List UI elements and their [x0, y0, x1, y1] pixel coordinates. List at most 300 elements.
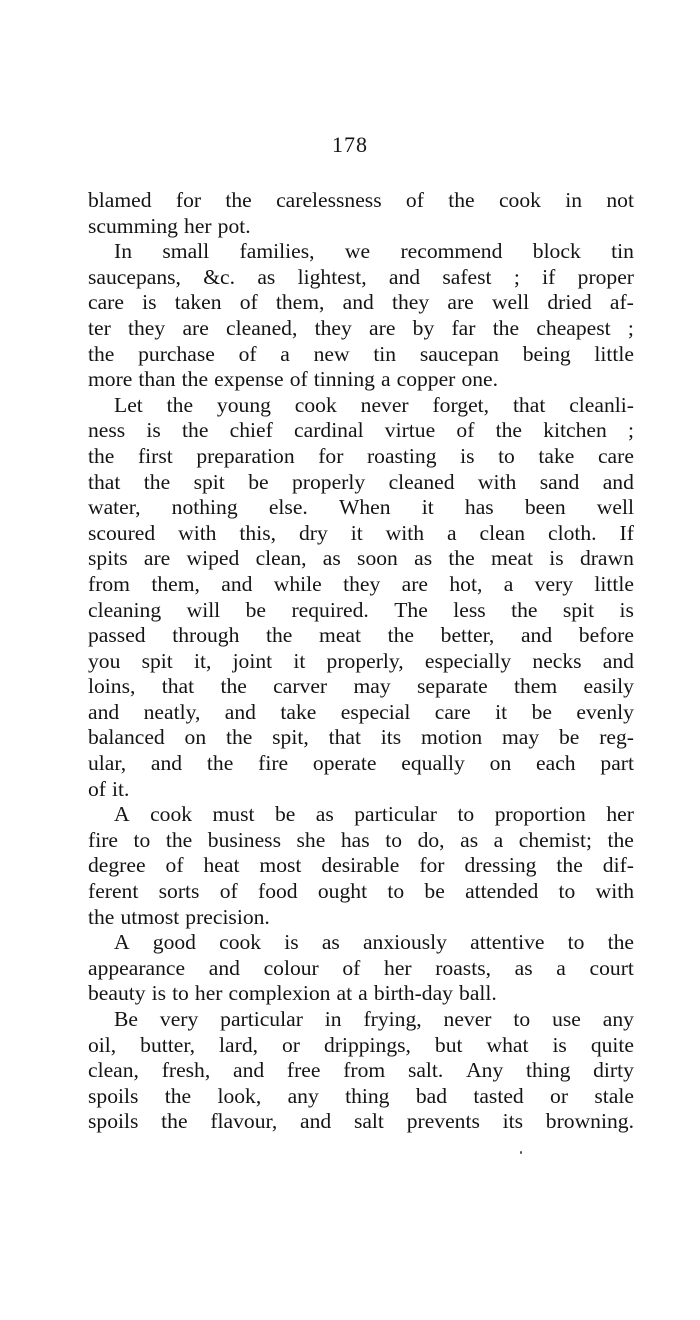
word: ball. [459, 981, 497, 1006]
word: ferent [88, 879, 139, 904]
text-line [88, 342, 634, 368]
text-line [88, 956, 634, 982]
word: each [536, 751, 576, 776]
word: cleanli- [569, 392, 634, 417]
word: the [165, 827, 193, 852]
word: thing [345, 1083, 390, 1108]
word: cook [294, 392, 337, 417]
word: recommend [400, 239, 503, 264]
word: are [369, 315, 396, 340]
word: has [340, 827, 370, 852]
word: of [456, 418, 475, 443]
word: scoured [88, 520, 156, 545]
word: spit, [272, 725, 309, 750]
word: complexion [228, 981, 331, 1006]
word: has [464, 495, 494, 520]
word: look, [217, 1083, 262, 1108]
word: quite [590, 1032, 634, 1057]
word: to [387, 879, 405, 904]
word: the [225, 725, 253, 750]
word: spit [562, 597, 595, 622]
word: especial [340, 699, 411, 724]
word: young [216, 392, 271, 417]
word: loins, [88, 674, 136, 699]
word: or [550, 1083, 569, 1108]
word: hot, [449, 571, 483, 596]
word: we [344, 239, 371, 264]
text-line [88, 418, 634, 444]
word: for [419, 853, 445, 878]
word: little [594, 571, 634, 596]
word: particular [220, 1007, 303, 1031]
text-line [88, 1058, 634, 1084]
word: and [342, 290, 374, 315]
text-line [88, 521, 634, 547]
word: she [296, 827, 326, 852]
word: are [401, 571, 429, 596]
word: colour [263, 955, 319, 980]
word: motion [421, 725, 483, 750]
word: fresh, [161, 1058, 211, 1083]
word: clean, [255, 546, 307, 571]
text-line [88, 853, 634, 879]
word: and [221, 571, 253, 596]
word: may [353, 674, 391, 699]
word: necks [532, 648, 582, 673]
word: block [532, 239, 581, 264]
word: spoils [88, 1083, 139, 1108]
word: the [448, 546, 475, 571]
word: dressing [464, 853, 537, 878]
text-line [88, 623, 634, 649]
word: roasts, [435, 955, 492, 980]
word: her [194, 981, 223, 1006]
word: to [567, 930, 585, 955]
word: are [143, 546, 171, 571]
word: court [589, 955, 634, 980]
word: clean [479, 520, 526, 545]
text-line [88, 546, 634, 572]
text-line [88, 649, 634, 675]
word: ; [513, 264, 520, 289]
word: from [343, 1058, 386, 1083]
word: it [293, 648, 306, 673]
word: saucepans, [88, 264, 181, 289]
word: butter, [140, 1032, 196, 1057]
word: cloth. [548, 520, 597, 545]
word: the [495, 418, 522, 443]
word: cheapest [536, 315, 611, 340]
word: salt. [407, 1058, 444, 1083]
word: When [338, 495, 391, 520]
word: joint [232, 648, 273, 673]
word: Be [114, 1007, 138, 1031]
word: before [578, 623, 634, 648]
word: in [565, 188, 583, 212]
word: be [424, 879, 445, 904]
word: business [207, 827, 281, 852]
word: and [233, 1058, 265, 1083]
word: the [266, 623, 293, 648]
word: pot. [217, 213, 251, 238]
text-line [88, 188, 634, 214]
word: salt [353, 1109, 384, 1134]
word: ; [627, 315, 634, 340]
word: do, [417, 827, 445, 852]
word: the [220, 674, 247, 699]
word: If [619, 520, 634, 545]
word: far [451, 315, 476, 340]
word: and [224, 699, 256, 724]
word: oil, [88, 1032, 117, 1057]
word: tasted [473, 1083, 524, 1108]
word: may [502, 725, 540, 750]
word: spit [193, 469, 225, 494]
word: less [453, 597, 486, 622]
word: spit [141, 648, 173, 673]
word: frying, [363, 1007, 422, 1031]
word: of [289, 367, 308, 392]
print-speck [520, 1151, 522, 1154]
word: meat [319, 623, 361, 648]
text-line [88, 495, 634, 521]
word: dried [547, 290, 592, 315]
word: precision. [185, 904, 270, 929]
word: by [412, 315, 435, 340]
word: her [606, 802, 634, 827]
word: a [380, 367, 391, 392]
word: proportion [494, 802, 586, 827]
word: to [558, 879, 576, 904]
word: them, [275, 290, 325, 315]
word: Any [466, 1058, 504, 1083]
word: as [514, 955, 533, 980]
word: soon [357, 546, 398, 571]
word: carver [273, 674, 328, 699]
text-line [88, 1109, 634, 1135]
word: to [172, 981, 189, 1006]
word: the [511, 597, 538, 622]
word: very [534, 571, 574, 596]
word: this, [239, 520, 277, 545]
word: is [460, 443, 475, 468]
word: Let [114, 392, 143, 417]
word: to [385, 827, 403, 852]
word: with [178, 520, 217, 545]
text-line [88, 470, 634, 496]
word: it [495, 699, 508, 724]
word: at [336, 981, 353, 1006]
word: the [164, 1083, 192, 1108]
word: evenly [576, 699, 634, 724]
word: is [284, 930, 299, 955]
word: better, [440, 623, 495, 648]
word: care [597, 443, 634, 468]
word: them, [151, 571, 200, 596]
text-line [88, 674, 634, 700]
word: meat [491, 546, 533, 571]
word: most [259, 853, 302, 878]
word: and [388, 264, 421, 289]
word: little [594, 341, 634, 366]
word: any [602, 1007, 634, 1031]
word: In [114, 239, 132, 264]
word: care [434, 699, 471, 724]
word: especially [424, 648, 512, 673]
word: af- [609, 290, 634, 315]
word: dirty [593, 1058, 634, 1083]
word: for [318, 443, 344, 468]
word: the [225, 188, 252, 212]
text-line [88, 981, 634, 1007]
word: attentive [470, 930, 545, 955]
word: if [542, 264, 556, 289]
text-line [88, 239, 634, 265]
word: are [182, 315, 209, 340]
word: first [137, 443, 173, 468]
word: the [88, 443, 115, 468]
word: nothing [171, 495, 238, 520]
word: more [88, 367, 133, 392]
word: ular, [88, 751, 127, 776]
word: anxiously [362, 930, 447, 955]
word: carelessness [276, 188, 382, 212]
word: degree [88, 853, 146, 878]
word: copper [396, 367, 456, 392]
word: its [502, 1109, 524, 1134]
text-line [88, 367, 634, 393]
word: attended [465, 879, 539, 904]
word: that [328, 725, 361, 750]
text-line [88, 725, 634, 751]
word: sand [539, 469, 580, 494]
word: the [182, 418, 209, 443]
word: expense [214, 367, 284, 392]
word: and [520, 623, 553, 648]
word: ter [88, 315, 111, 340]
word: the [206, 751, 234, 776]
word: a [493, 827, 504, 852]
word: a [358, 981, 368, 1006]
word: browning. [545, 1109, 634, 1134]
word: dry [298, 520, 328, 545]
word: you [88, 648, 121, 673]
text-line [88, 444, 634, 470]
word: cardinal [294, 418, 364, 443]
word: and [150, 751, 183, 776]
word: stale [594, 1083, 634, 1108]
word: tin [611, 239, 634, 264]
text-line [88, 1007, 634, 1033]
word: take [280, 699, 317, 724]
word: of [239, 290, 258, 315]
text-line [88, 572, 634, 598]
word: the [448, 188, 475, 212]
word: virtue [384, 418, 436, 443]
word: of [165, 853, 184, 878]
word: passed [88, 623, 146, 648]
word: and [602, 469, 634, 494]
word: as [322, 546, 341, 571]
word: it, [193, 648, 212, 673]
text-line [88, 930, 634, 956]
word: A [114, 930, 130, 955]
word: the [607, 827, 634, 852]
word: small [162, 239, 210, 264]
word: The [394, 597, 428, 622]
word: not [606, 188, 634, 212]
word: families, [239, 239, 315, 264]
word: never [360, 392, 409, 417]
word: well [491, 290, 530, 315]
word: the [166, 392, 194, 417]
word: the [556, 853, 583, 878]
word: is [146, 418, 161, 443]
word: will [186, 597, 221, 622]
word: be [274, 802, 296, 827]
word: any [287, 1083, 319, 1108]
word: new [313, 341, 350, 366]
word: for [175, 188, 202, 212]
word: fire [258, 751, 289, 776]
text-line [88, 905, 634, 931]
word: spoils [88, 1109, 139, 1134]
word: roasting [366, 443, 437, 468]
word: to [498, 443, 515, 468]
word: desirable [321, 853, 400, 878]
word: it [350, 520, 363, 545]
word: sorts [158, 879, 200, 904]
word: through [172, 623, 240, 648]
word: required. [291, 597, 369, 622]
word: as [257, 264, 276, 289]
word: its [380, 725, 402, 750]
word: chief [229, 418, 273, 443]
word: cleaning [88, 597, 162, 622]
word: kitchen [543, 418, 607, 443]
word: be [531, 699, 552, 724]
word: is [151, 981, 167, 1006]
word: and [299, 1109, 332, 1134]
word: birth-day [373, 981, 453, 1006]
word: very [159, 1007, 199, 1031]
word: must [212, 802, 255, 827]
word: tinning [313, 367, 375, 392]
word: forget, [432, 392, 490, 417]
word: lightest, [297, 264, 367, 289]
word: and [602, 648, 634, 673]
word: from [88, 571, 130, 596]
text-line [88, 700, 634, 726]
word: is [619, 597, 634, 622]
word: properly [292, 469, 366, 494]
word: they [314, 315, 352, 340]
word: as [315, 802, 334, 827]
text-line [88, 802, 634, 828]
word: cleaned, [226, 315, 298, 340]
word: the [161, 1109, 188, 1134]
word: they [128, 315, 166, 340]
word: never [443, 1007, 492, 1031]
word: but [434, 1032, 463, 1057]
word: part [600, 751, 634, 776]
word: or [282, 1032, 300, 1057]
word: as [460, 827, 479, 852]
word: they [392, 290, 430, 315]
word: of [342, 955, 361, 980]
text-line [88, 265, 634, 291]
word: a [556, 955, 566, 980]
word: ness [88, 418, 126, 443]
word: while [273, 571, 322, 596]
word: clean, [88, 1058, 139, 1083]
word: care [88, 290, 124, 315]
text-line [88, 598, 634, 624]
word: them [514, 674, 558, 699]
word: been [524, 495, 566, 520]
word: the [387, 623, 415, 648]
text-line [88, 828, 634, 854]
word: ; [628, 418, 634, 443]
text-line [88, 316, 634, 342]
word: good [152, 930, 196, 955]
word: is [549, 546, 564, 571]
word: use [552, 1007, 581, 1031]
word: of [405, 188, 424, 212]
text-line [88, 777, 634, 803]
word: fire [88, 827, 118, 852]
word: to [133, 827, 151, 852]
word: scumming [88, 213, 178, 238]
word: taken [174, 290, 222, 315]
word: balanced [88, 725, 165, 750]
word: being [522, 341, 571, 366]
word: beauty [88, 981, 146, 1006]
word: and [208, 955, 240, 980]
word: &c. [203, 264, 236, 289]
word: one. [461, 367, 499, 392]
word: to [513, 1007, 531, 1031]
word: water, [88, 495, 141, 520]
word: and [88, 699, 120, 724]
word: of [88, 776, 106, 801]
word: utmost [120, 904, 180, 929]
word: than [138, 367, 176, 392]
word: her [384, 955, 412, 980]
word: well [596, 495, 634, 520]
word: preparation [196, 443, 295, 468]
word: else. [268, 495, 308, 520]
word: with [477, 469, 517, 494]
word: it. [112, 776, 130, 801]
word: separate [416, 674, 488, 699]
word: cleaned [388, 469, 455, 494]
word: it [421, 495, 434, 520]
word: drippings, [323, 1032, 411, 1057]
word: of [219, 879, 238, 904]
word: the [143, 469, 171, 494]
word: equally [401, 751, 465, 776]
word: cook [498, 188, 541, 212]
word: the [88, 341, 115, 366]
word: a [446, 520, 457, 545]
word: what [486, 1032, 529, 1057]
word: be [245, 597, 267, 622]
word: the [607, 930, 634, 955]
word: particular [354, 802, 437, 827]
word: be [559, 725, 580, 750]
word: proper [577, 264, 634, 289]
